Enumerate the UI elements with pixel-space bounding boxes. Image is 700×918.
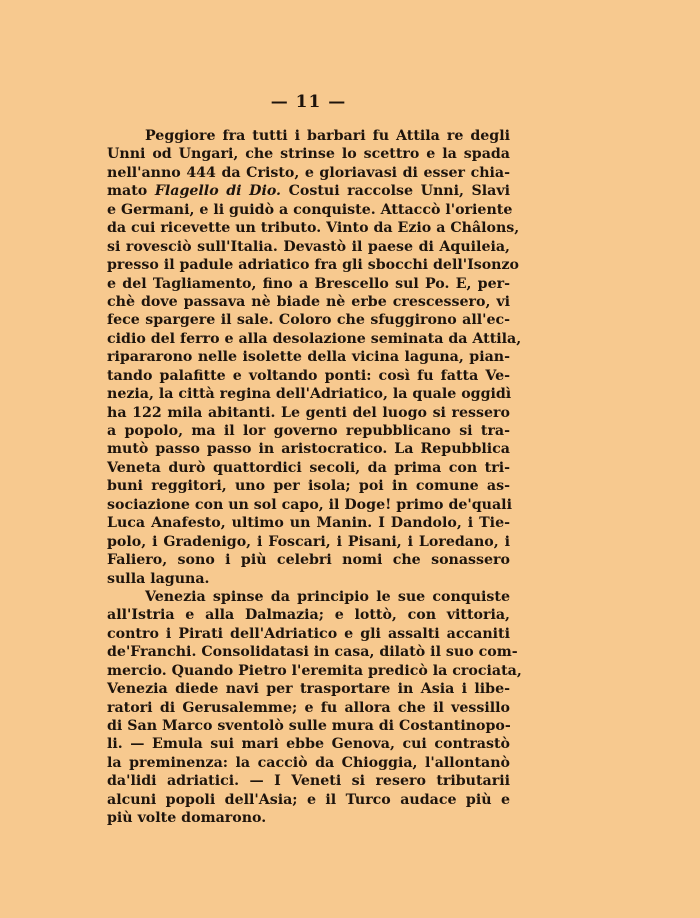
text-line: da cui ricevette un tributo. Vinto da Ezio a Châlons, <box>107 220 520 237</box>
text-line: buni reggitori, uno per isola; poi in comune as- <box>107 478 510 495</box>
page-number: — 11 — <box>270 92 347 112</box>
text-line: più volte domarono. <box>107 810 267 827</box>
text-line: la preminenza: la cacciò da Chioggia, l'allontanò <box>107 754 510 771</box>
text-line: fece spargere il sale. Coloro che sfuggirono all'ec- <box>107 312 510 329</box>
text-line: de'Franchi. Consolidatasi in casa, dilatò il suo com- <box>107 644 518 661</box>
text-line: all'Istria e alla Dalmazia; e lottò, con vittoria, <box>107 607 510 624</box>
text-line: presso il padule adriatico fra gli sbocchi dell'Isonzo <box>107 257 520 274</box>
text-line: nezia, la città regina dell'Adriatico, la quale oggidì <box>107 386 512 403</box>
text-line: sociazione con un sol capo, il Doge! primo de'quali <box>107 496 512 513</box>
text-line: da'lidi adriatici. — I Veneti si resero tributarii <box>107 773 510 790</box>
text-line: ha 122 mila abitanti. Le genti del luogo si ressero <box>107 404 510 421</box>
text-line: Venezia spinse da principio le sue conquiste <box>145 588 510 605</box>
body-text <box>107 127 522 828</box>
text-line: Unni od Ungari, che strinse lo scettro e la spada <box>107 146 510 163</box>
text-line: di San Marco sventolò sulle mura di Costantinopo- <box>107 718 511 734</box>
text-line: nell'anno 444 da Cristo, e gloriavasi di esser chia- <box>107 164 510 181</box>
text-line: li. — Emula sui mari ebbe Genova, cui contrastò <box>107 736 510 753</box>
text-line: Luca Anafesto, ultimo un Manin. I Dandolo, i Tie- <box>107 515 510 532</box>
text-line: sulla laguna. <box>107 570 210 587</box>
text-line: a popolo, ma il lor governo repubblicano si tra- <box>107 423 510 439</box>
text-line: si rovesciò sull'Italia. Devastò il paese di Aquileia, <box>107 238 510 255</box>
book-page <box>107 89 522 828</box>
text-run: Costui raccolse Unni, Slavi <box>281 183 510 200</box>
text-line: mutò passo passo in aristocratico. La Repubblica <box>107 441 510 458</box>
text-line: tando palafitte e voltando ponti: così fu fatta Ve- <box>107 367 510 384</box>
text-line: ripararono nelle isolette della vicina laguna, pian- <box>107 349 510 366</box>
text-line: Veneta durò quattordici secoli, da prima con tri- <box>107 459 510 476</box>
text-line: contro i Pirati dell'Adriatico e gli assalti accaniti <box>107 625 510 642</box>
text-line: ratori di Gerusalemme; e fu allora che il vessillo <box>107 699 510 716</box>
text-run: mato <box>107 183 155 200</box>
text-line: Venezia diede navi per trasportare in Asia i libe- <box>107 681 510 698</box>
text-line <box>107 182 510 200</box>
text-line: e Germani, e li guidò a conquiste. Attaccò l'oriente <box>107 201 513 218</box>
text-line: cidio del ferro e alla desolazione seminata da Attila, <box>107 330 522 347</box>
italic-title: Flagello di Dio. <box>154 183 281 200</box>
text-line: mercio. Quando Pietro l'eremita predicò la crociata, <box>107 662 522 679</box>
text-line: Faliero, sono i più celebri nomi che sonassero <box>107 552 510 569</box>
text-line: chè dove passava nè biade nè erbe crescessero, vi <box>107 293 510 310</box>
text-line: alcuni popoli dell'Asia; e il Turco audace più e <box>107 791 510 808</box>
text-line: e del Tagliamento, fino a Brescello sul Po. E, per- <box>107 275 510 292</box>
text-line: polo, i Gradenigo, i Foscari, i Pisani, i Loredano, i <box>107 533 510 550</box>
text-line: Peggiore fra tutti i barbari fu Attila re degli <box>145 128 510 144</box>
